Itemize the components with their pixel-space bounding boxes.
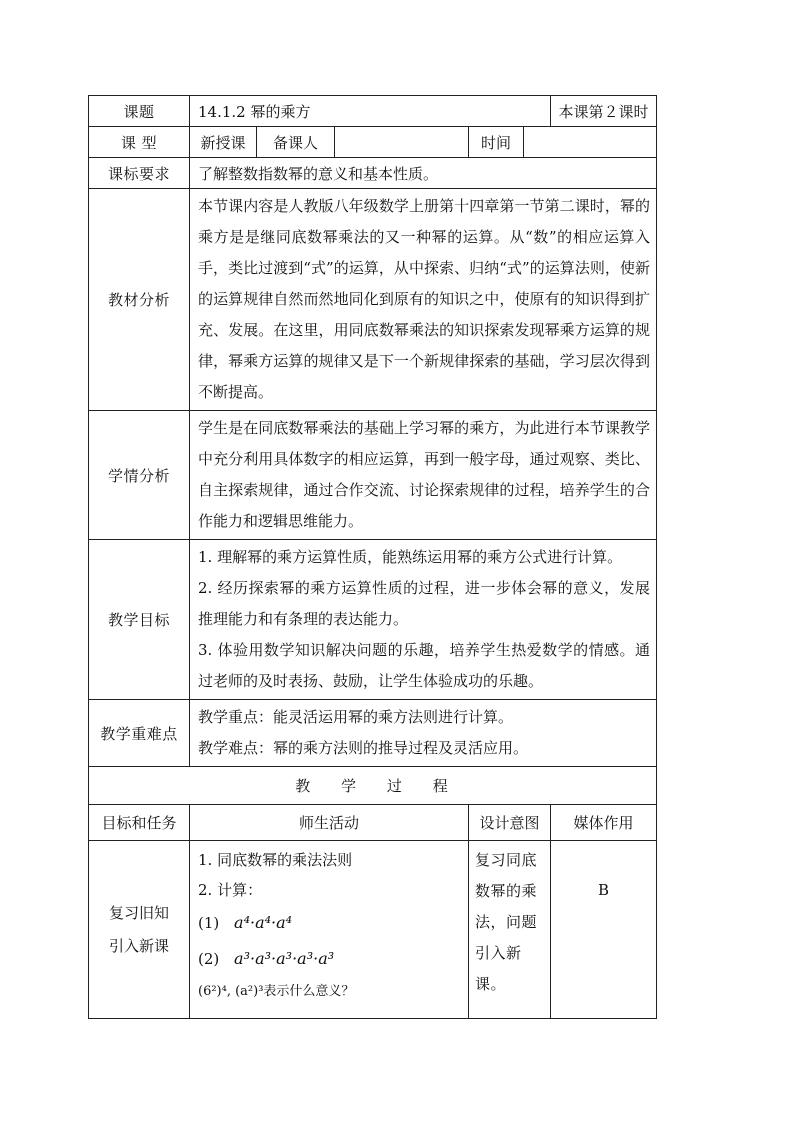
expression-2: [198, 941, 460, 977]
student-analysis-row: [89, 411, 657, 540]
process-title-char: 程: [432, 777, 450, 795]
time-label: 时间: [469, 127, 524, 158]
student-analysis-label: 学情分析: [89, 411, 190, 540]
expression-1: [198, 905, 460, 941]
requirements-label: 课标要求: [89, 158, 190, 189]
preparer-value: [335, 127, 469, 158]
step-activity: [190, 841, 469, 1019]
topic-row: [89, 96, 657, 127]
process-title-char: 学: [341, 777, 359, 795]
step-media: B: [551, 841, 657, 1019]
activity-line: 1. 同底数幂的乘法法则: [198, 851, 353, 869]
step-goal: 复习旧知引入新课: [89, 841, 190, 1019]
step-intent: 复习同底数幂的乘法，问题引入新课。: [469, 841, 551, 1019]
material-analysis-row: [89, 189, 657, 411]
objective-item: 2. 经历探索幂的乘方运算性质的过程，进一步体会幂的意义，发展推理能力和有条理的表达能力。: [198, 579, 650, 628]
col-activity-header: 师生活动: [190, 805, 469, 841]
col-goal-header: 目标和任务: [89, 805, 190, 841]
col-intent-header: 设计意图: [469, 805, 551, 841]
key-points-label: 教学重难点: [89, 700, 190, 767]
objectives-text: [190, 540, 657, 700]
requirements-text: 了解整数指数幂的意义和基本性质。: [190, 158, 657, 189]
key-difficulty: 教学难点：幂的乘方法则的推导过程及灵活应用。: [198, 739, 529, 757]
preparer-label: 备课人: [257, 127, 335, 158]
topic-label: 课题: [89, 96, 190, 127]
time-value: [524, 127, 657, 158]
process-step-row: [89, 841, 657, 1019]
key-focus: 教学重点：能灵活运用幂的乘方法则进行计算。: [198, 708, 514, 726]
lesson-plan-sheet: [88, 95, 657, 1019]
requirements-row: [89, 158, 657, 189]
process-title-row: [89, 767, 657, 805]
objectives-label: 教学目标: [89, 540, 190, 700]
expression-label: (2): [198, 950, 220, 968]
lesson-plan-table: [88, 95, 657, 1019]
type-label: 课 型: [89, 127, 190, 158]
key-points-text: [190, 700, 657, 767]
col-media-header: 媒体作用: [551, 805, 657, 841]
process-title: [89, 767, 657, 805]
material-analysis-text: 本节课内容是人教版八年级数学上册第十四章第一节第二课时，幂的乘方是是继同底数幂乘法的又一种幂的运算。从“数”的相应运算入手，类比过渡到“式”的运算，从中探索、归纳“式”的运算法则，使新的运算规律自然而然地同化到原有的知识之中，使原有的知识得到扩充、发展。在这里，用同底数幂乘法的知识探索发现幂乘方运算的规律，幂乘方运算的规律又是下一个新规律探索的基础，学习层次得到不断提高。: [190, 189, 657, 411]
key-points-row: [89, 700, 657, 767]
type-value: 新授课: [190, 127, 257, 158]
objectives-row: [89, 540, 657, 700]
student-analysis-text: 学生是在同底数幂乘法的基础上学习幂的乘方，为此进行本节课教学中充分利用具体数字的相应运算，再到一般字母，通过观察、类比、自主探索规律，通过合作交流、讨论探索规律的过程，培养学生的合作能力和逻辑思维能力。: [190, 411, 657, 540]
lesson-number: 本课第２课时: [551, 96, 657, 127]
type-row: [89, 127, 657, 158]
topic-value: 14.1.2 幂的乘方: [190, 96, 551, 127]
activity-line: 2. 计算：: [198, 881, 263, 899]
material-analysis-label: 教材分析: [89, 189, 190, 411]
expression-formula: a⁴·a⁴·a⁴: [234, 913, 293, 932]
expression-label: (1): [198, 914, 220, 932]
process-header-row: [89, 805, 657, 841]
objective-item: 1. 理解幂的乘方运算性质，能熟练运用幂的乘方公式进行计算。: [198, 548, 623, 566]
activity-question: (6²)⁴, (a²)³表示什么意义？: [198, 984, 355, 999]
objective-item: 3. 体验用数学知识解决问题的乐趣，培养学生热爱数学的情感。通过老师的及时表扬、鼓励，让学生体验成功的乐趣。: [198, 641, 650, 690]
process-title-char: 教: [295, 777, 313, 795]
process-title-char: 过: [386, 777, 404, 795]
expression-formula: a³·a³·a³·a³·a³: [234, 949, 335, 968]
